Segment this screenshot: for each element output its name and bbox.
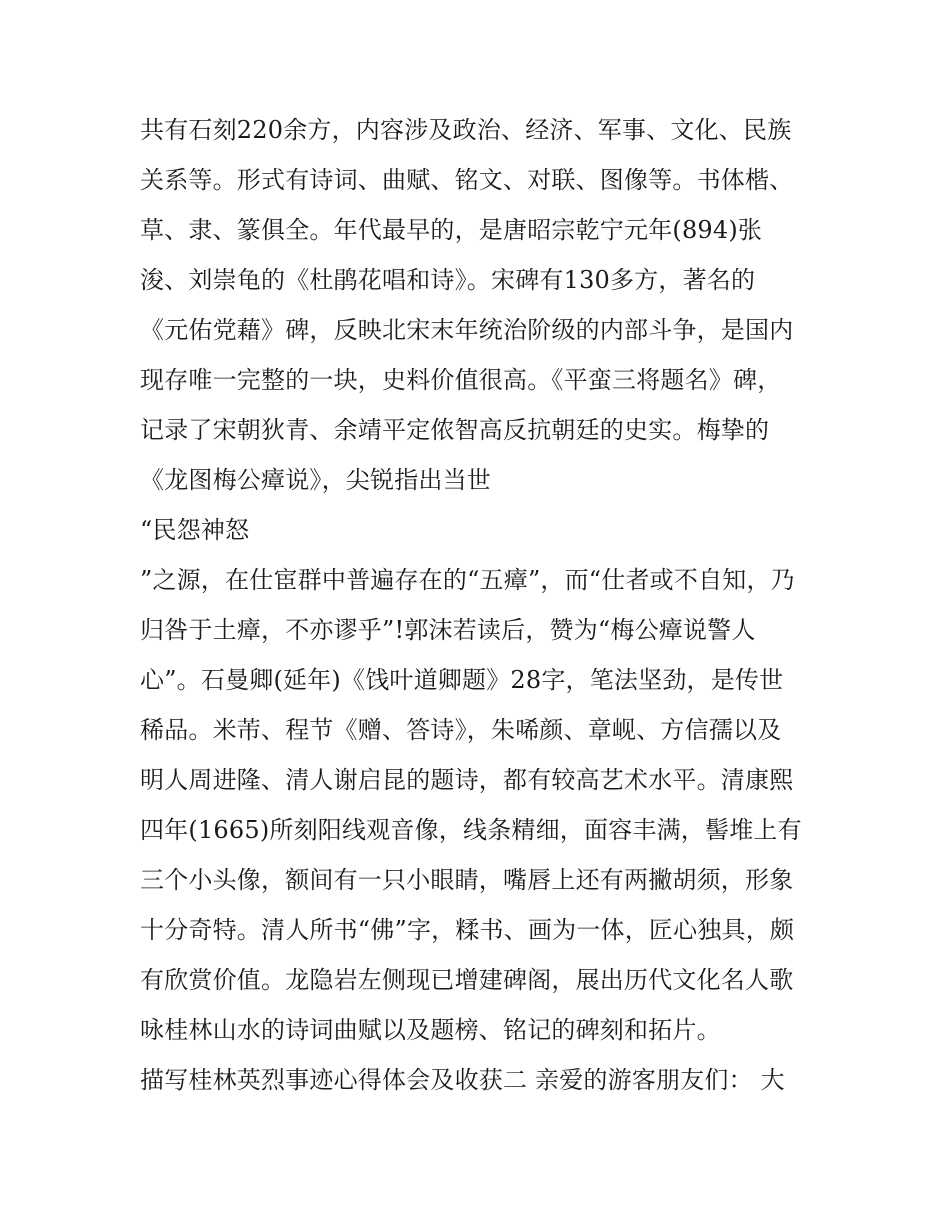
text-line-1: 共有石刻220余方，内容涉及政治、经济、军事、文化、民族	[140, 116, 792, 144]
text-line-19: 咏桂林山水的诗词曲赋以及题榜、铭记的碑刻和拓片。	[140, 1016, 721, 1044]
text-line-11: 归咎于土瘴，不亦谬乎”!郭沫若读后，赞为“梅公瘴说警人	[140, 616, 756, 644]
text-line-5: 《元佑党藉》碑，反映北宋末年统治阶级的内部斗争，是国内	[140, 316, 794, 344]
text-line-6: 现存唯一完整的一块，史料价值很高。《平蛮三将题名》碑，	[140, 366, 782, 394]
text-line-12: 心”。石曼卿(延年)《饯叶道卿题》28字，笔法坚劲，是传世	[140, 666, 784, 694]
text-line-17: 十分奇特。清人所书“佛”字，糅书、画为一体，匠心独具，颇	[140, 916, 795, 944]
text-line-13: 稀品。米芾、程节《赠、答诗》，朱唏颜、章岘、方信孺以及	[140, 716, 782, 744]
body-text	[140, 108, 820, 1108]
text-line-10: ”之源，在仕宦群中普遍存在的“五瘴”，而“仕者或不自知，乃	[140, 566, 795, 594]
text-line-9: “民怨神怒	[140, 516, 250, 544]
text-line-20: 描写桂林英烈事迹心得体会及收获二 亲爱的游客朋友们： 大	[140, 1066, 785, 1094]
text-line-7: 记录了宋朝狄青、余靖平定侬智高反抗朝廷的史实。梅挚的	[140, 416, 770, 444]
text-line-4: 浚、刘崇龟的《杜鹃花唱和诗》。宋碑有130多方，著名的	[140, 266, 756, 294]
text-line-3: 草、隶、篆俱全。年代最早的，是唐昭宗乾宁元年(894)张	[140, 216, 763, 244]
text-line-15: 四年(1665)所刻阳线观音像，线条精细，面容丰满，髻堆上有	[140, 816, 802, 844]
text-line-18: 有欣赏价值。龙隐岩左侧现已增建碑阁，展出历代文化名人歌	[140, 966, 794, 994]
text-line-16: 三个小头像，额间有一只小眼睛，嘴唇上还有两撇胡须，形象	[140, 866, 794, 894]
text-line-2: 关系等。形式有诗词、曲赋、铭文、对联、图像等。书体楷、	[140, 166, 794, 194]
text-line-8: 《龙图梅公瘴说》，尖锐指出当世	[140, 466, 491, 494]
text-line-14: 明人周进隆、清人谢启昆的题诗，都有较高艺术水平。清康熙	[140, 766, 794, 794]
